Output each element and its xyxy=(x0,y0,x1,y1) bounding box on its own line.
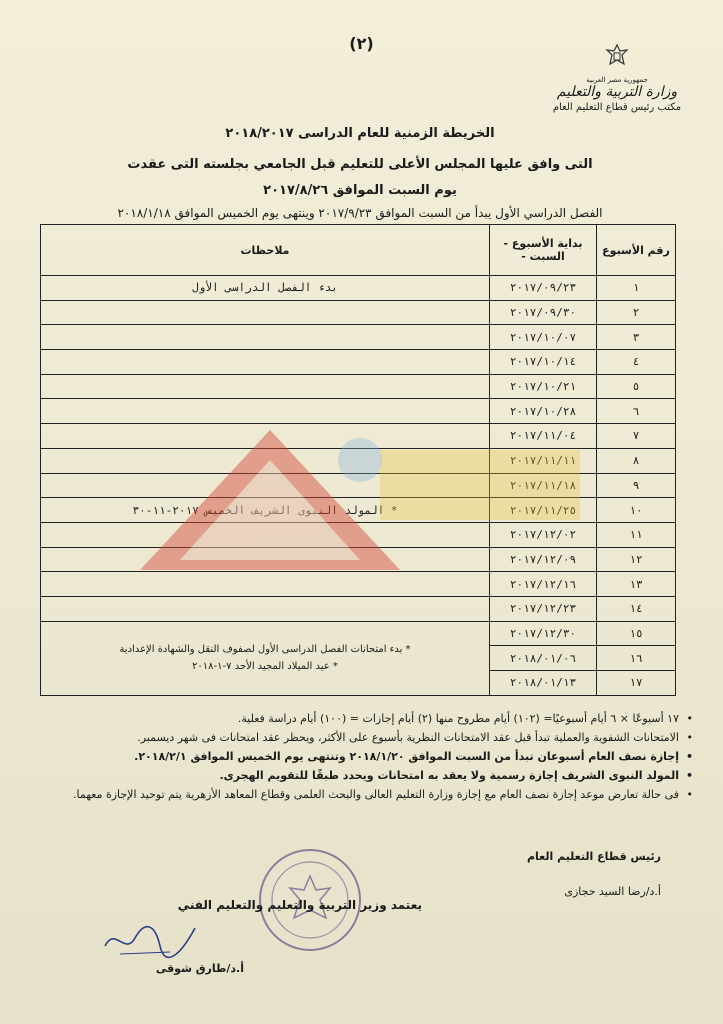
week-number: ١٧ xyxy=(597,671,676,696)
note-item: • إجازة نصف العام أسبوعان تبدأ من السبت الموافق ٢٠١٨/١/٢٠ وتنتهى يوم الخميس الموافق ٢٠١٨/٢/١. xyxy=(28,750,693,763)
note-item: • فى حالة تعارض موعد إجازة نصف العام مع إجازة وزارة التعليم العالى والبحث العلمى وقطاع المعاهد الأزهرية يتم توحيد الإجازة معهما. xyxy=(28,788,693,801)
week-start-date: ٢٠١٧/١٢/٠٢ xyxy=(490,522,597,547)
week-note xyxy=(41,399,490,424)
week-note xyxy=(41,350,490,375)
table-row xyxy=(41,350,676,375)
week-note: * المولد النبوى الشريف الخميس ٢٠١٧-١١-٣٠ xyxy=(41,498,490,523)
document-title: الخريطة الزمنية للعام الدراسى ٢٠١٨/٢٠١٧ xyxy=(225,126,495,141)
notes-list xyxy=(28,712,693,807)
week-start-date: ٢٠١٧/١٢/٣٠ xyxy=(490,621,597,646)
header-notes: ملاحظات xyxy=(41,225,490,276)
republic-name: جمهورية مصر العربية xyxy=(586,76,648,84)
table-row xyxy=(41,547,676,572)
table-header-row xyxy=(41,225,676,276)
week-start-date: ٢٠١٧/١١/١١ xyxy=(490,448,597,473)
week-start-date: ٢٠١٧/٠٩/٣٠ xyxy=(490,300,597,325)
week-note: بدء الفصل الدراسى الأول xyxy=(41,276,490,301)
header-week-number: رقم الأسبوع xyxy=(597,225,676,276)
handwritten-signature-icon xyxy=(100,916,200,962)
minister-name: أ.د/طارق شوقى xyxy=(155,962,244,975)
week-start-date: ٢٠١٧/١٠/١٤ xyxy=(490,350,597,375)
week-note xyxy=(41,596,490,621)
exam-start-note: * بدء امتحانات الفصل الدراسى الأول لصفوف النقل والشهادة الإعدادية xyxy=(119,644,411,656)
table-row xyxy=(41,300,676,325)
note-item: • ١٧ أسبوعًا × ٦ أيام أسبوعيًا= (١٠٢) أيام مطروح منها (٢) أيام إجازات = (١٠٠) أيام دراسة فعلية. xyxy=(28,712,693,725)
week-number: ١٠ xyxy=(597,498,676,523)
minister-title: يعتمد وزير التربية والتعليم والتعليم الفني xyxy=(177,898,422,912)
christmas-note: * عيد الميلاد المجيد الأحد ٧-١-٢٠١٨ xyxy=(192,661,338,673)
week-start-date: ٢٠١٧/١١/١٨ xyxy=(490,473,597,498)
head-signature-block xyxy=(481,850,661,898)
week-start-date: ٢٠١٧/١٠/٢٨ xyxy=(490,399,597,424)
header-week-start: بداية الأسبوع - السبت - xyxy=(490,225,597,276)
table-row xyxy=(41,276,676,301)
merged-notes-cell xyxy=(41,621,490,695)
table-row xyxy=(41,448,676,473)
week-number: ٢ xyxy=(597,300,676,325)
meeting-date: يوم السبت الموافق ٢٠١٧/٨/٢٦ xyxy=(263,183,457,198)
week-number: ٥ xyxy=(597,374,676,399)
week-number: ٦ xyxy=(597,399,676,424)
week-note xyxy=(41,473,490,498)
week-number: ١٢ xyxy=(597,547,676,572)
calendar-table xyxy=(40,224,676,696)
week-number: ١٤ xyxy=(597,596,676,621)
week-number: ١٥ xyxy=(597,621,676,646)
week-start-date: ٢٠١٨/٠١/٠٦ xyxy=(490,646,597,671)
head-name: أ.د/رضا السيد حجازى xyxy=(564,885,661,898)
head-title: رئيس قطاع التعليم العام xyxy=(526,850,661,863)
week-note xyxy=(41,374,490,399)
week-start-date: ٢٠١٧/١٠/٠٧ xyxy=(490,325,597,350)
week-start-date: ٢٠١٧/١١/٢٥ xyxy=(490,498,597,523)
ministry-header xyxy=(537,42,697,113)
table-row xyxy=(41,596,676,621)
page-number: (٢) xyxy=(349,34,374,53)
week-note xyxy=(41,424,490,449)
table-row xyxy=(41,522,676,547)
table-row xyxy=(41,498,676,523)
week-note xyxy=(41,522,490,547)
table-row xyxy=(41,399,676,424)
week-number: ١٣ xyxy=(597,572,676,597)
minister-signature-block xyxy=(62,898,422,975)
week-note xyxy=(41,300,490,325)
table-row xyxy=(41,621,676,646)
week-number: ٤ xyxy=(597,350,676,375)
table-row xyxy=(41,424,676,449)
week-number: ٩ xyxy=(597,473,676,498)
week-number: ٣ xyxy=(597,325,676,350)
week-number: ١٦ xyxy=(597,646,676,671)
week-number: ١١ xyxy=(597,522,676,547)
document-subtitle: التى وافق عليها المجلس الأعلى للتعليم قبل الجامعي بجلسته التى عقدت xyxy=(127,157,593,172)
week-start-date: ٢٠١٧/١٢/٠٩ xyxy=(490,547,597,572)
week-start-date: ٢٠١٨/٠١/١٣ xyxy=(490,671,597,696)
week-start-date: ٢٠١٧/١١/٠٤ xyxy=(490,424,597,449)
week-note xyxy=(41,448,490,473)
note-item: • الامتحانات الشفوية والعملية تبدأ قبل عقد الامتحانات النظرية بأسبوع على الأكثر، ويحظر عقد امتحانات فى شهر ديسمبر. xyxy=(28,731,693,744)
semester-intro: الفصل الدراسي الأول يبدأ من السبت الموافق ٢٠١٧/٩/٢٣ وينتهى يوم الخميس الموافق ٢٠١٨/١/١٨ xyxy=(117,206,603,220)
week-note xyxy=(41,547,490,572)
office-name: مكتب رئيس قطاع التعليم العام xyxy=(552,102,682,113)
week-number: ٨ xyxy=(597,448,676,473)
week-start-date: ٢٠١٧/٠٩/٢٣ xyxy=(490,276,597,301)
eagle-emblem-icon xyxy=(603,42,631,70)
week-start-date: ٢٠١٧/١٢/١٦ xyxy=(490,572,597,597)
table-row xyxy=(41,374,676,399)
note-item: • المولد النبوى الشريف إجازة رسمية ولا يعقد به امتحانات ويحدد طبقًا للتقويم الهجرى. xyxy=(28,769,693,782)
week-number: ٧ xyxy=(597,424,676,449)
week-number: ١ xyxy=(597,276,676,301)
table-row xyxy=(41,473,676,498)
table-row xyxy=(41,325,676,350)
week-start-date: ٢٠١٧/١٢/٢٣ xyxy=(490,596,597,621)
week-start-date: ٢٠١٧/١٠/٢١ xyxy=(490,374,597,399)
week-note xyxy=(41,572,490,597)
table-row xyxy=(41,572,676,597)
week-note xyxy=(41,325,490,350)
ministry-name: وزارة التربية والتعليم xyxy=(556,84,678,100)
